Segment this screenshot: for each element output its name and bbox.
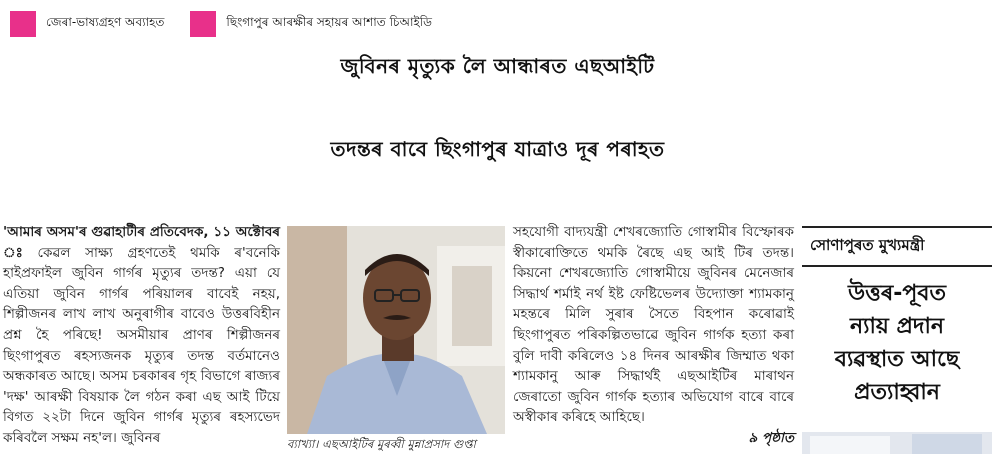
portrait-image [287, 226, 505, 434]
continued-marker[interactable]: ৯ পৃষ্ঠাত [748, 429, 794, 446]
sidebar-headline-line: ন্যায় প্ৰদান [850, 314, 944, 339]
article-body-col1: কেৱল সাক্ষ্য গ্ৰহণতেই থমকি ৰ'বনেকি হাইপ্ৰফাইল জুবিন গাৰ্গৰ মৃত্যুৰ তদন্ত? এয়া যে এতিয়া জুবিন গাৰ্গৰ পৰিয়ালৰ বাবেই নহয়, শিল্পীজনৰ লাখ লাখ অনুৰাগীৰ বাবেও উত্তৰবিহীন প্ৰশ্ন হৈ পৰিছে! অসমীয়াৰ প্ৰাণৰ শিল্পীজনৰ ছিংগাপুৰত ৰহস্যজনক মৃত্যুৰ তদন্ত বৰ্তমানেও অন্ধকাৰত আছে। অসম চৰকাৰৰ গৃহ বিভাগে ৰাজ্যৰ 'দক্ষ' আৰক্ষী বিষয়াক লৈ গঠন কৰা এছ আই টিয়ে বিগত ২২টা দিনে জুবিন গাৰ্গৰ মৃত্যুৰ ৰহস্যভেদ কৰিবলৈ সক্ষম নহ'ল। জুবিনৰ [3, 244, 280, 446]
bullet-square-icon [190, 11, 216, 37]
sidebar-photo-image [802, 432, 992, 454]
sidebar-story[interactable] [802, 226, 992, 454]
strip-item-2[interactable] [180, 0, 432, 48]
top-strip [0, 0, 995, 48]
headline-line-2[interactable]: তদন্তৰ বাবে ছিংগাপুৰ যাত্ৰাও দূৰ পৰাহত [330, 137, 665, 161]
strip-item-2-text: ছিংগাপুৰ আৰক্ষীৰ সহায়ৰ আশাত চিআইডি [226, 15, 432, 29]
strip-item-1-text: জেৰা-ভাষ্যগ্ৰহণ অব্যাহত [46, 15, 165, 29]
photo-caption: ব্যাখ্যা। এছআইটিৰ মুৰব্বী মুন্নাপ্ৰসাদ গুপ্তা [287, 437, 476, 451]
sidebar-headline-line: উত্তৰ-পূবত [847, 281, 947, 306]
sidebar-headline-line: ব্যৱস্থাত আছে [834, 347, 960, 372]
article-photo[interactable] [287, 226, 505, 434]
article-column-3 [513, 222, 794, 449]
bullet-square-icon [10, 11, 36, 37]
sidebar-headline-line: প্ৰত্যাহ্বান [854, 380, 940, 405]
headline-line-1[interactable]: জুবিনৰ মৃত্যুক লৈ আন্ধাৰত এছআইটি [340, 54, 655, 78]
strip-item-1[interactable] [0, 0, 164, 48]
article-dateline: 'আমাৰ অসম'ৰ গুৱাহাটীৰ প্ৰতিবেদক, ১১ অক্টোবৰ ঃ [3, 224, 280, 261]
article-column-1 [3, 222, 280, 449]
sidebar-photo [802, 432, 992, 454]
sidebar-kicker: সোণাপুৰত মুখ্যমন্ত্ৰী [802, 226, 992, 267]
article-body-col3: সহযোগী বাদ্যযন্ত্ৰী শেখৰজ্যোতি গোস্বামীৰ বিস্ফোৰক স্বীকাৰোক্তিতে থমকি ৰৈছে এছ আই টিৰ তদন্ত। কিয়নো শেখৰজ্যোতি গোস্বামীয়ে জুবিনৰ মেনেজাৰ সিদ্ধাৰ্থ শৰ্মাই নৰ্থ ইষ্ট ফেষ্টিভেলৰ উদ্যোক্তা শ্যামকানু মহন্তৰে মিলি সুৰাৰ সৈতে বিহপান কৰোৱাই ছিংগাপুৰত পৰিকল্পিতভাৱে জুবিন গাৰ্গক হত্যা কৰা বুলি দাবী কৰিলেও ১৪ দিনৰ আৰক্ষীৰ জিম্মাত থকা শ্যামকানু আৰু সিদ্ধাৰ্থই এছআইটিৰ মাৰাথন জেৰাতো জুবিন গাৰ্গক হত্যাৰ অভিযোগ বাৰে বাৰে অস্বীকাৰ কৰিহে আহিছে। [513, 224, 794, 426]
sidebar-headline [802, 277, 992, 409]
